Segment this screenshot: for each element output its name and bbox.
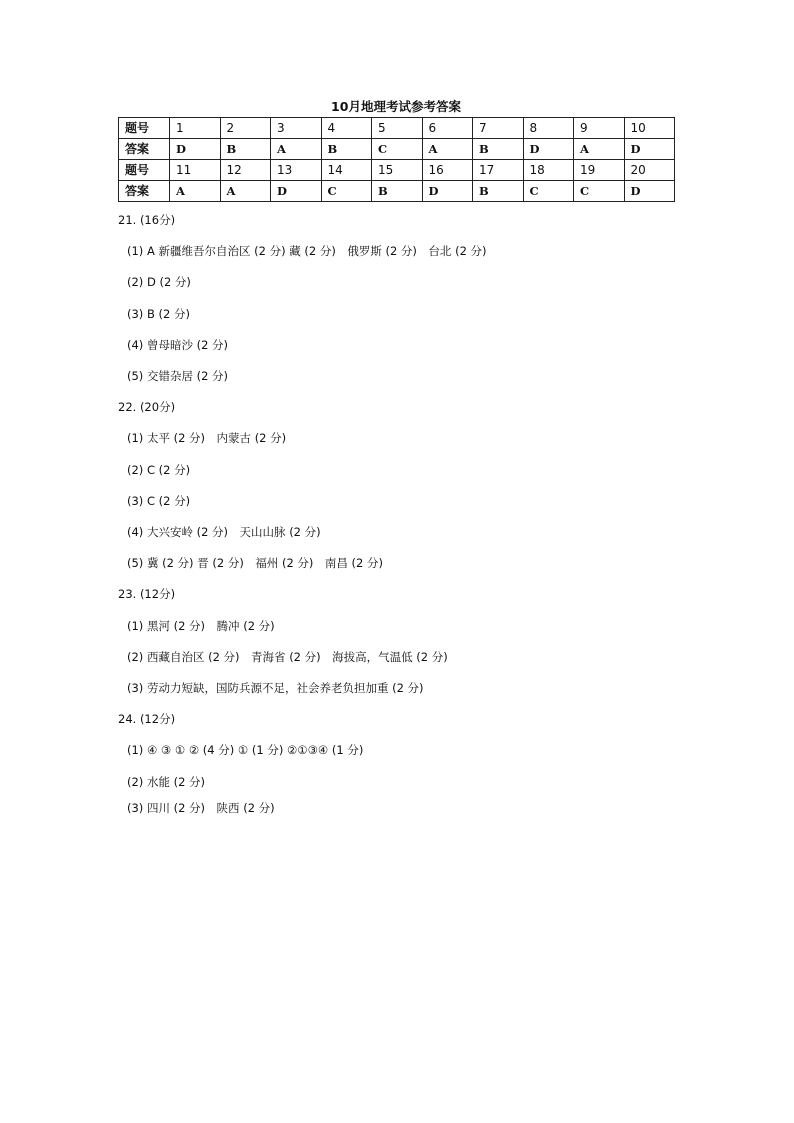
answer-line: (3) B (2 分) — [127, 306, 190, 321]
question-number-cell: 9 — [574, 118, 625, 139]
table-row — [119, 139, 675, 160]
answer-table — [118, 117, 675, 202]
answer-line: (2) C (2 分) — [127, 462, 191, 477]
question-number-cell: 2 — [220, 118, 271, 139]
answer-line: (3) 四川 (2 分) 陕西 (2 分) — [127, 800, 275, 815]
answer-cell: B — [220, 139, 271, 160]
question-number-cell: 5 — [372, 118, 423, 139]
answer-cell: A — [271, 139, 322, 160]
answer-line: (3) 劳动力短缺，国防兵源不足，社会养老负担加重 (2 分) — [127, 681, 424, 695]
question-number-cell: 10 — [624, 118, 675, 139]
question-number-cell: 15 — [372, 160, 423, 181]
row-label: 答案 — [119, 181, 170, 202]
answer-line: (2) D (2 分) — [127, 275, 191, 290]
answer-line: (1) 黑河 (2 分) 腾冲 (2 分) — [127, 618, 275, 633]
answer-line: (2) 西藏自治区 (2 分) 青海省 (2 分) 海拔高，气温低 (2 分) — [127, 649, 448, 664]
question-number-cell: 12 — [220, 160, 271, 181]
question-heading: 22. (20分) — [118, 400, 176, 415]
question-number-cell: 18 — [523, 160, 574, 181]
answer-line: (5) 冀 (2 分) 晋 (2 分) 福州 (2 分) 南昌 (2 分) — [127, 556, 384, 571]
row-label: 题号 — [119, 160, 170, 181]
answer-cell: A — [422, 139, 473, 160]
answer-line: (1) ④ ③ ① ② (4 分) ① (1 分) ②①③④ (1 分) — [127, 743, 364, 758]
answer-cell: C — [574, 181, 625, 202]
question-number-cell: 4 — [321, 118, 372, 139]
answer-cell: D — [271, 181, 322, 202]
question-number-cell: 14 — [321, 160, 372, 181]
answer-cell: B — [473, 181, 524, 202]
answer-cell: D — [624, 139, 675, 160]
question-number-cell: 8 — [523, 118, 574, 139]
answer-cell: B — [372, 181, 423, 202]
answer-cell: A — [574, 139, 625, 160]
answer-line: (1) 太平 (2 分) 内蒙古 (2 分) — [127, 431, 287, 446]
answer-line: (4) 大兴安岭 (2 分) 天山山脉 (2 分) — [127, 525, 321, 539]
answer-line: (4) 曾母暗沙 (2 分) — [127, 337, 229, 352]
answer-cell: C — [372, 139, 423, 160]
answer-line: (3) C (2 分) — [127, 493, 191, 508]
answer-cell: B — [321, 139, 372, 160]
answer-cell: D — [523, 139, 574, 160]
answer-cell: C — [321, 181, 372, 202]
question-number-cell: 20 — [624, 160, 675, 181]
question-heading: 24. (12分) — [118, 712, 176, 727]
answer-cell: A — [220, 181, 271, 202]
question-number-cell: 6 — [422, 118, 473, 139]
answer-cell: C — [523, 181, 574, 202]
question-number-cell: 3 — [271, 118, 322, 139]
question-number-cell: 13 — [271, 160, 322, 181]
question-heading: 21. (16分) — [118, 213, 176, 227]
document-title: 10月地理考试参考答案 — [331, 99, 461, 114]
row-label: 题号 — [119, 118, 170, 139]
question-heading: 23. (12分) — [118, 587, 176, 602]
answer-cell: D — [624, 181, 675, 202]
question-number-cell: 7 — [473, 118, 524, 139]
question-number-cell: 11 — [170, 160, 221, 181]
question-number-cell: 17 — [473, 160, 524, 181]
answer-line: (2) 水能 (2 分) — [127, 774, 206, 789]
answer-cell: D — [422, 181, 473, 202]
answer-line: (1) A 新疆维吾尔自治区 (2 分) 藏 (2 分) 俄罗斯 (2 分) 台北 (2 分) — [127, 244, 487, 259]
question-number-cell: 1 — [170, 118, 221, 139]
table-row — [119, 181, 675, 202]
table-row — [119, 160, 675, 181]
answer-cell: D — [170, 139, 221, 160]
row-label: 答案 — [119, 139, 170, 160]
answer-line: (5) 交错杂居 (2 分) — [127, 369, 229, 383]
answer-cell: A — [170, 181, 221, 202]
table-row — [119, 118, 675, 139]
answer-cell: B — [473, 139, 524, 160]
question-number-cell: 16 — [422, 160, 473, 181]
question-number-cell: 19 — [574, 160, 625, 181]
